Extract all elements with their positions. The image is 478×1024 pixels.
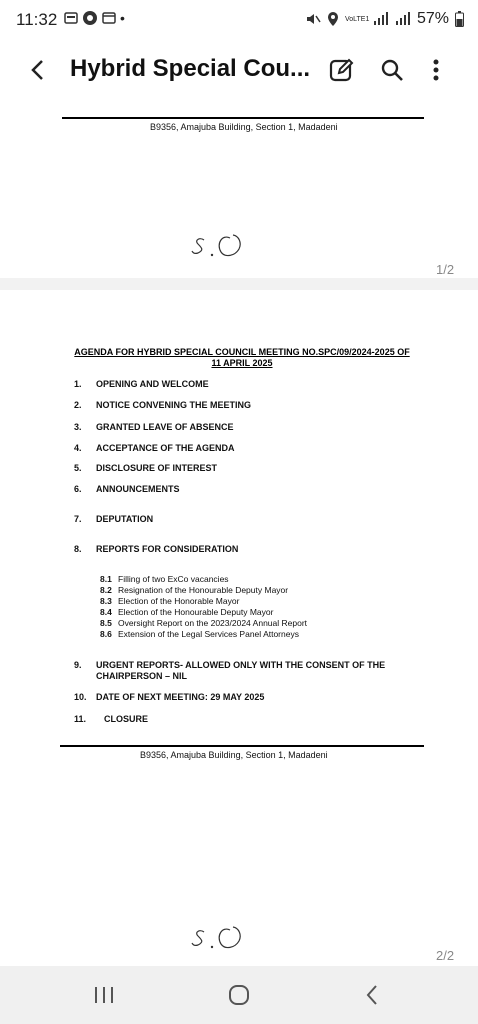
item-text: NOTICE CONVENING THE MEETING	[96, 400, 252, 410]
sub-item-number: 8.1	[100, 574, 112, 584]
chat-icon	[82, 10, 98, 26]
back-button[interactable]	[22, 54, 54, 86]
sub-item-number: 8.3	[100, 596, 112, 606]
signal-icon-2	[395, 12, 411, 26]
item-text: CLOSURE	[104, 714, 149, 724]
signature-image	[190, 920, 260, 956]
item-text: ANNOUNCEMENTS	[96, 484, 180, 494]
item-text: REPORTS FOR CONSIDERATION	[96, 544, 239, 554]
item-number: 9.	[74, 660, 82, 670]
app-bar	[0, 42, 478, 100]
search-icon	[380, 58, 404, 82]
clock: 11:32	[16, 10, 58, 29]
sub-item	[100, 574, 229, 584]
sub-item-text: Election of the Honorable Mayor	[118, 596, 240, 606]
search-button[interactable]	[376, 54, 408, 86]
nav-back-button[interactable]	[352, 980, 392, 1010]
item-number: 4.	[74, 443, 82, 453]
home-icon	[228, 984, 250, 1006]
mute-icon	[305, 11, 321, 27]
item-number: 11.	[74, 714, 87, 724]
edit-icon	[329, 57, 355, 83]
status-right	[305, 10, 464, 28]
footer-rule	[60, 745, 424, 747]
signal-icon	[373, 12, 389, 26]
battery-percent: 57%	[416, 10, 449, 27]
sub-item-number: 8.5	[100, 618, 112, 628]
calendar-icon	[102, 11, 116, 25]
sub-item-number: 8.4	[100, 607, 112, 617]
page-indicator: 1/2	[436, 262, 455, 277]
item-number: 6.	[74, 484, 82, 494]
notification-icons	[64, 10, 125, 26]
item-text: DATE OF NEXT MEETING: 29 MAY 2025	[96, 692, 265, 702]
sub-item-text: Resignation of the Honourable Deputy Mayor	[118, 585, 289, 595]
sub-item-text: Filling of two ExCo vacancies	[118, 574, 229, 584]
agenda-title-line1: AGENDA FOR HYBRID SPECIAL COUNCIL MEETING NO.SPC/09/2024-2025 OF	[74, 347, 410, 357]
system-nav-bar	[0, 966, 478, 1024]
sub-item	[100, 607, 273, 617]
status-bar	[0, 0, 478, 42]
sub-item-number: 8.6	[100, 629, 112, 639]
item-text: DISCLOSURE OF INTEREST	[96, 463, 218, 473]
back-arrow-icon	[28, 58, 48, 82]
header-rule	[62, 117, 424, 119]
gallery-icon	[64, 11, 78, 25]
more-vert-icon	[432, 58, 440, 82]
home-button[interactable]	[219, 980, 259, 1010]
item-text: DEPUTATION	[96, 514, 154, 524]
item-number: 2.	[74, 400, 82, 410]
document-page-1[interactable]	[0, 100, 478, 278]
item-number: 3.	[74, 422, 82, 432]
page-indicator: 2/2	[436, 948, 455, 963]
agenda-title-line2: 11 APRIL 2025	[211, 358, 273, 368]
item-number: 5.	[74, 463, 82, 473]
edit-button[interactable]	[326, 54, 358, 86]
sub-item	[100, 596, 239, 606]
sub-item-text: Extension of the Legal Services Panel Attorneys	[118, 629, 299, 639]
signature-image	[190, 228, 260, 264]
document-page-2[interactable]	[0, 290, 478, 966]
item-number: 8.	[74, 544, 82, 554]
sub-item	[100, 618, 307, 628]
recents-icon	[93, 985, 115, 1005]
sub-item	[100, 629, 299, 639]
more-options-button[interactable]	[420, 54, 452, 86]
more-notifications-dot: •	[120, 10, 125, 26]
page2-address: B9356, Amajuba Building, Section 1, Madadeni	[140, 750, 328, 760]
network-label: VoLTE1	[344, 15, 370, 23]
recents-button[interactable]	[84, 980, 124, 1010]
location-icon	[327, 11, 339, 27]
item-text: ACCEPTANCE OF THE AGENDA	[96, 443, 235, 453]
sub-item	[100, 585, 288, 595]
item-number: 7.	[74, 514, 82, 524]
sub-item-number: 8.2	[100, 585, 112, 595]
document-title: Hybrid Special Cou...	[70, 55, 311, 82]
item9-line1: URGENT REPORTS- ALLOWED ONLY WITH THE CONSENT OF THE	[96, 660, 386, 670]
item-number: 1.	[74, 379, 82, 389]
item9-line2: CHAIRPERSON – NIL	[96, 671, 188, 681]
battery-icon	[455, 11, 464, 27]
back-icon	[365, 984, 379, 1006]
page1-address: B9356, Amajuba Building, Section 1, Madadeni	[150, 122, 338, 132]
item-text: OPENING AND WELCOME	[96, 379, 209, 389]
item-number: 10.	[74, 692, 87, 702]
sub-item-text: Oversight Report on the 2023/2024 Annual Report	[118, 618, 308, 628]
item-text: GRANTED LEAVE OF ABSENCE	[96, 422, 234, 432]
agenda-title	[56, 347, 428, 369]
sub-item-text: Election of the Honourable Deputy Mayor	[118, 607, 274, 617]
